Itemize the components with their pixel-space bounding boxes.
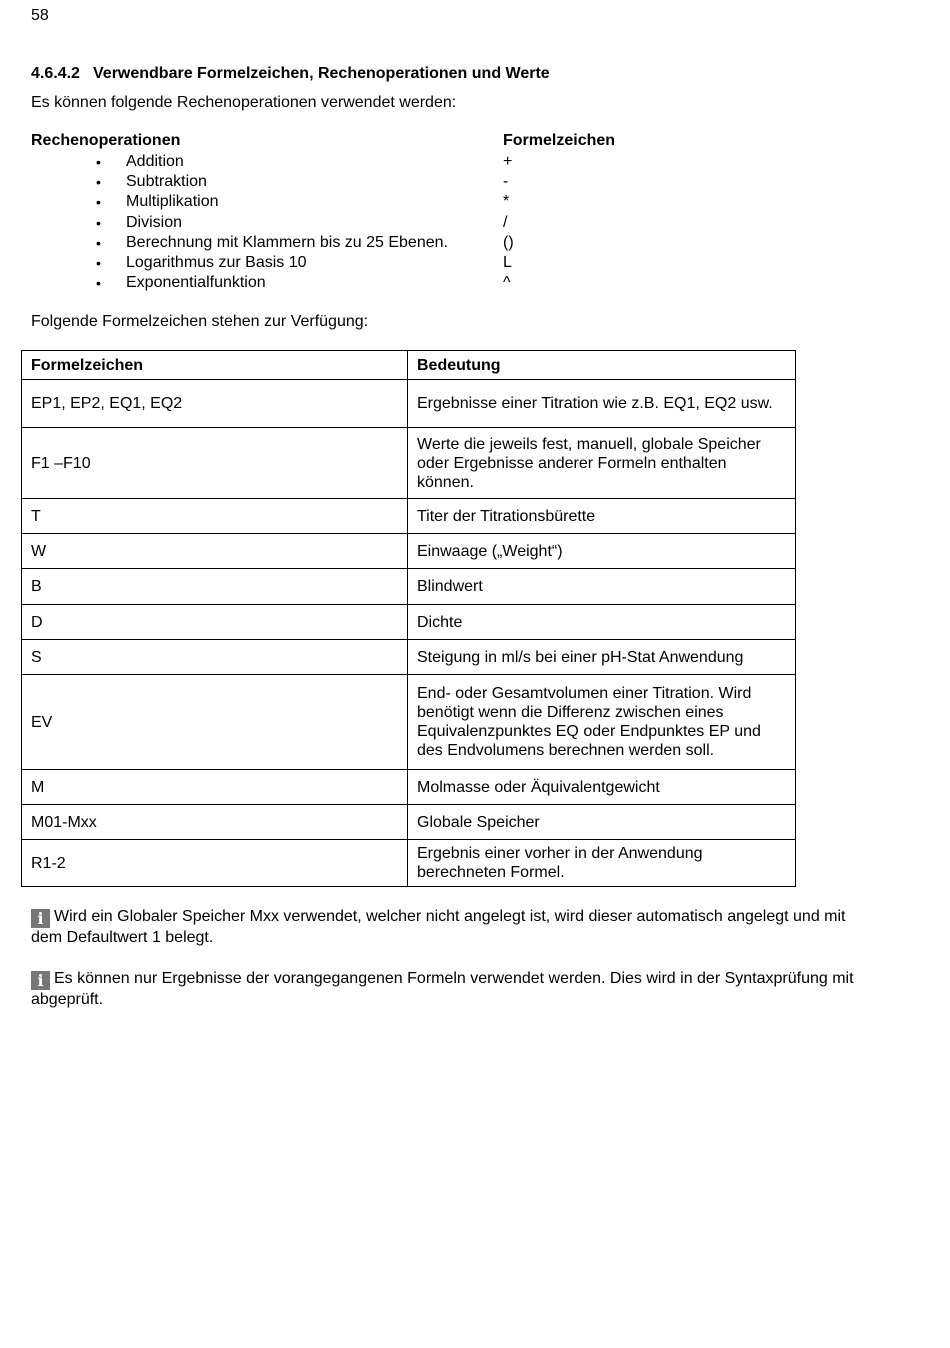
operations-list	[31, 132, 731, 293]
operation-symbol: +	[503, 153, 513, 170]
symbol-cell: D	[22, 605, 408, 640]
table-row	[22, 840, 796, 887]
meaning-cell: Molmasse oder Äquivalentgewicht	[408, 770, 796, 805]
bullet-icon: •	[96, 214, 101, 231]
table-row	[22, 805, 796, 840]
operation-symbol: ()	[503, 233, 514, 251]
section-heading	[31, 65, 550, 83]
operation-symbol: ^	[503, 274, 511, 292]
table-header-symbol: Formelzeichen	[22, 351, 408, 380]
bullet-icon: •	[96, 174, 101, 191]
symbol-cell: EV	[22, 675, 408, 770]
symbol-cell: B	[22, 569, 408, 605]
symbol-cell: R1-2	[22, 840, 408, 887]
bullet-icon: •	[96, 194, 101, 211]
info-note	[31, 907, 871, 948]
table-header-row	[22, 351, 796, 380]
meaning-cell: Steigung in ml/s bei einer pH-Stat Anwendung	[408, 640, 796, 675]
operation-label: Division	[126, 213, 183, 231]
meaning-cell: Globale Speicher	[408, 805, 796, 840]
meaning-cell: Einwaage („Weight“)	[408, 534, 796, 569]
meaning-cell: Werte die jeweils fest, manuell, globale Speicher oder Ergebnisse anderer Formeln enthalten können.	[408, 428, 796, 499]
meaning-cell: Ergebnis einer vorher in der Anwendung berechneten Formel.	[408, 840, 796, 887]
bullet-icon: •	[96, 254, 101, 271]
symbol-cell: F1 –F10	[22, 428, 408, 499]
info-note-text: Es können nur Ergebnisse der vorangegangenen Formeln verwendet werden. Dies wird in der Syntaxprüfung mit abgeprüft.	[31, 970, 854, 1008]
operations-header	[31, 132, 731, 152]
section-title: Verwendbare Formelzeichen, Rechenoperationen und Werte	[93, 65, 550, 82]
table-row	[22, 428, 796, 499]
operation-label: Multiplikation	[126, 193, 219, 211]
operation-label: Subtraktion	[126, 173, 207, 191]
operation-symbol: L	[503, 253, 512, 271]
meaning-cell: Dichte	[408, 605, 796, 640]
symbol-cell: W	[22, 534, 408, 569]
symbol-cell: T	[22, 499, 408, 534]
meaning-cell: Ergebnisse einer Titration wie z.B. EQ1, EQ2 usw.	[408, 380, 796, 428]
operation-item	[31, 273, 731, 293]
operations-header-label: Rechenoperationen	[31, 132, 181, 149]
meaning-cell: End- oder Gesamtvolumen einer Titration. Wird benötigt wenn die Differenz zwischen eines Equivalenzpunktes EQ oder Endpunktes EP und des Endvolumens berechnen werden soll.	[408, 675, 796, 770]
operation-item	[31, 152, 731, 172]
operation-item	[31, 172, 731, 192]
symbol-cell: M	[22, 770, 408, 805]
operation-label: Logarithmus zur Basis 10	[126, 253, 307, 271]
operation-label: Berechnung mit Klammern bis zu 25 Ebenen.	[126, 233, 448, 251]
meaning-cell: Blindwert	[408, 569, 796, 605]
operation-symbol: /	[503, 213, 508, 231]
table-row	[22, 770, 796, 805]
table-row	[22, 534, 796, 569]
info-icon: i	[31, 971, 50, 990]
page-number: 58	[31, 7, 49, 24]
operation-item	[31, 233, 731, 253]
operation-item	[31, 253, 731, 273]
operation-item	[31, 192, 731, 212]
info-note-text: Wird ein Globaler Speicher Mxx verwendet, welcher nicht angelegt ist, wird dieser automatisch angelegt und mit dem Defaultwert 1 belegt.	[31, 908, 846, 946]
table-row	[22, 499, 796, 534]
table-row	[22, 380, 796, 428]
operation-symbol: *	[503, 193, 510, 211]
table-header-meaning: Bedeutung	[408, 351, 796, 380]
operation-label: Addition	[126, 153, 184, 170]
table-row	[22, 605, 796, 640]
operations-header-symbol: Formelzeichen	[503, 132, 616, 149]
info-note	[31, 969, 871, 1010]
symbol-cell: M01-Mxx	[22, 805, 408, 840]
info-icon: i	[31, 909, 50, 928]
table-row	[22, 640, 796, 675]
table-row	[22, 675, 796, 770]
symbol-cell: S	[22, 640, 408, 675]
section-number: 4.6.4.2	[31, 65, 80, 82]
bullet-icon: •	[96, 275, 101, 292]
bullet-icon: •	[96, 154, 101, 170]
operation-label: Exponentialfunktion	[126, 274, 266, 292]
table-row	[22, 569, 796, 605]
operation-symbol: -	[503, 173, 509, 191]
symbols-table	[21, 350, 796, 887]
operation-item	[31, 213, 731, 233]
symbol-cell: EP1, EP2, EQ1, EQ2	[22, 380, 408, 428]
meaning-cell: Titer der Titrationsbürette	[408, 499, 796, 534]
available-symbols-text: Folgende Formelzeichen stehen zur Verfügung:	[31, 313, 369, 330]
bullet-icon: •	[96, 234, 101, 251]
intro-text: Es können folgende Rechenoperationen verwendet werden:	[31, 94, 457, 111]
